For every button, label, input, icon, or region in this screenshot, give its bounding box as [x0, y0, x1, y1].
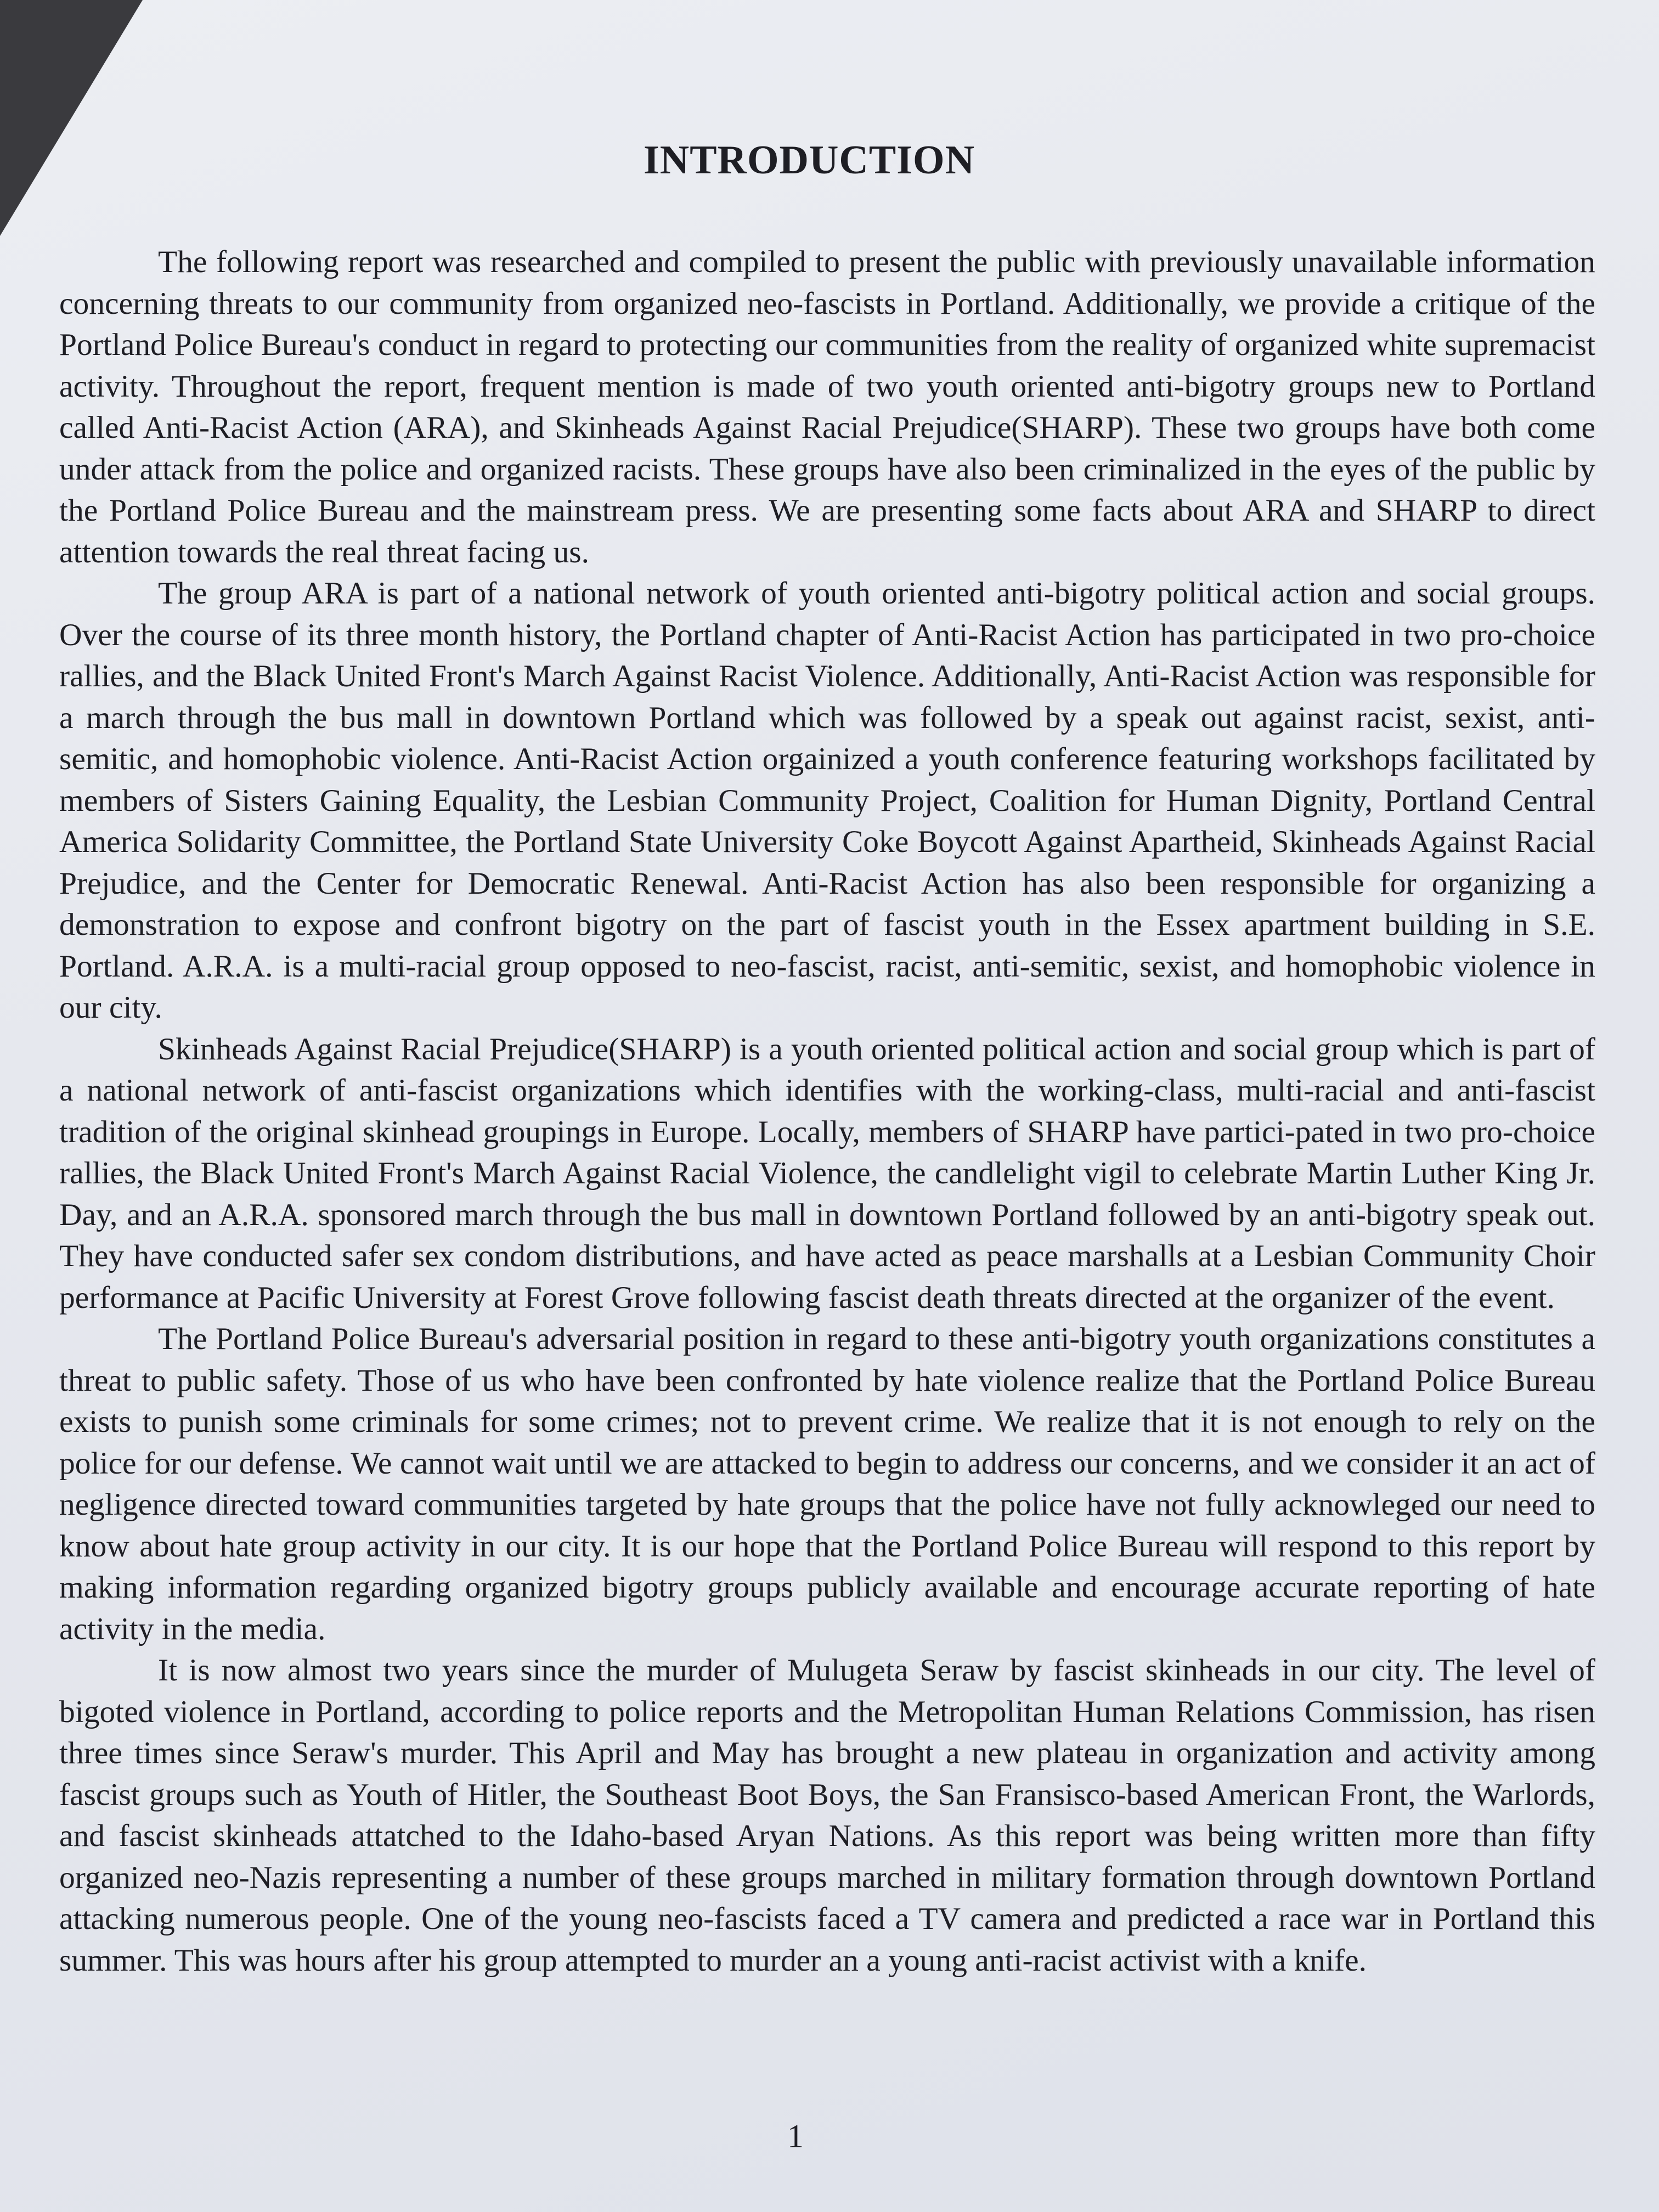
body-text — [59, 241, 1595, 1981]
paragraph-sharp: Skinheads Against Racial Prejudice(SHARP) is a youth oriented political action and social group which is part of a national network of anti-fascist organizations which identifies with the working-class, multi-racial and anti-fascist tradition of the original skinhead groupings in Europe. Locally, members of SHARP have partici-pated in two pro-choice rallies, the Black United Front's March Against Racial Violence, the candlelight vigil to celebrate Martin Luther King Jr. Day, and an A.R.A. sponsored march through the bus mall in downtown Portland followed by an anti-bigotry speak out. They have conducted safer sex condom distributions, and have acted as peace marshalls at a Lesbian Community Choir performance at Pacific University at Forest Grove following fascist death threats directed at the organizer of the event. — [59, 1031, 1595, 1315]
paragraph-seraw: It is now almost two years since the murder of Mulugeta Seraw by fascist skinheads in our city. The level of bigoted violence in Portland, according to police reports and the Metropolitan Human Relations Commission, has risen three times since Seraw's murder. This April and May has brought a new plateau in organization and activity among fascist groups such as Youth of Hitler, the Southeast Boot Boys, the San Fransisco-based American Front, the Warlords, and fascist skinheads attatched to the Idaho-based Aryan Nations. As this report was being written more than fifty organized neo-Nazis representing a number of these groups marched in military formation through downtown Portland attacking numerous people. One of the young neo-fascists faced a TV camera and predicted a race war in Portland this summer. This was hours after his group attempted to murder an a young anti-racist activist with a knife. — [59, 1653, 1595, 1978]
paragraph-intro: The following report was researched and compiled to present the public with previously unavailable information concerning threats to our community from organized neo-fascists in Portland. Additionally, we provide a critique of the Portland Police Bureau's conduct in regard to protecting our communities from the reality of organized white supremacist activity. Throughout the report, frequent mention is made of two youth oriented anti-bigotry groups new to Portland called Anti-Racist Action (ARA), and Skinheads Against Racial Prejudice(SHARP). These two groups have both come under attack from the police and organized racists. These groups have also been criminalized in the eyes of the public by the Portland Police Bureau and the mainstream press. We are presenting some facts about ARA and SHARP to direct attention towards the real threat facing us. — [59, 245, 1595, 569]
page-number: 1 — [787, 2118, 804, 2154]
paragraph-police: The Portland Police Bureau's adversarial position in regard to these anti-bigotry youth organizations constitutes a threat to public safety. Those of us who have been confronted by hate violence realize that the Portland Police Bureau exists to punish some criminals for some crimes; not to prevent crime. We realize that it is not enough to rely on the police for our defense. We cannot wait until we are attacked to begin to address our concerns, and we consider it an act of negligence directed toward communities targeted by hate groups that the police have not fully acknowleged our need to know about hate group activity in our city. It is our hope that the Portland Police Bureau will respond to this report by making information regarding organized bigotry groups publicly available and encourage accurate reporting of hate activity in the media. — [59, 1322, 1595, 1646]
paragraph-ara: The group ARA is part of a national network of youth oriented anti-bigotry political action and social groups. Over the course of its three month history, the Portland chapter of Anti-Racist Action has participated in two pro-choice rallies, and the Black United Front's March Against Racist Violence. Additionally, Anti-Racist Action was responsible for a march through the bus mall in downtown Portland which was followed by a speak out against racist, sexist, anti-semitic, and homophobic violence. Anti-Racist Action orgainized a youth conference featuring workshops facilitated by members of Sisters Gaining Equality, the Lesbian Community Project, Coalition for Human Dignity, Portland Central America Solidarity Committee, the Portland State University Coke Boycott Against Apartheid, Skinheads Against Racial Prejudice, and the Center for Democratic Renewal. Anti-Racist Action has also been responsible for organizing a demonstration to expose and confront bigotry on the part of fascist youth in the Essex apartment building in S.E. Portland. A.R.A. is a multi-racial group opposed to neo-fascist, racist, anti-semitic, sexist, and homophobic violence in our city. — [59, 576, 1595, 1025]
page-title: INTRODUCTION — [643, 137, 975, 183]
